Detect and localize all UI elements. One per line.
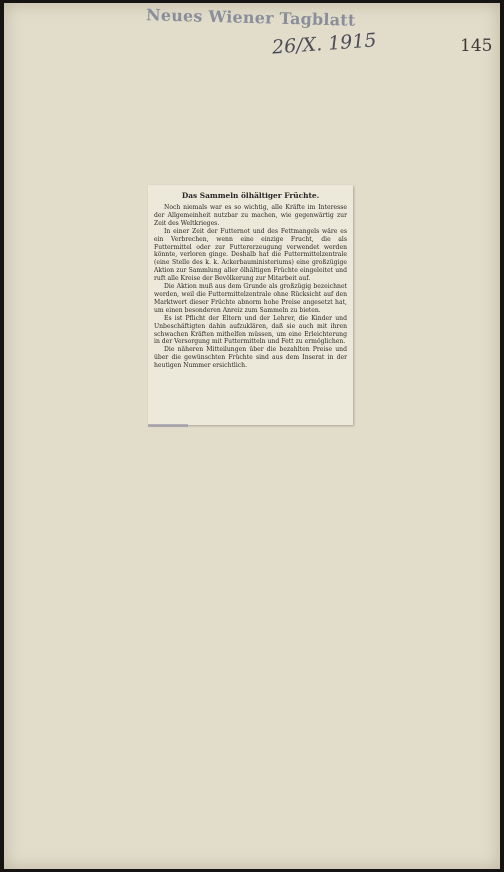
newspaper-clipping bbox=[148, 185, 353, 425]
page-number: 145 bbox=[460, 36, 493, 56]
clipping-paragraph: Noch niemals war es so wichtig, alle Kräfte im Interesse der Allgemeinheit nutzbar zu machen, wie gegenwärtig zur Zeit des Weltkrieges. bbox=[154, 204, 347, 227]
clipping-edge-mark bbox=[148, 424, 188, 427]
clipping-body bbox=[154, 191, 347, 370]
clipping-title: Das Sammeln ölhältiger Früchte. bbox=[181, 191, 320, 200]
archive-page bbox=[4, 3, 500, 869]
handwritten-date: 26/X. 1915 bbox=[271, 29, 378, 59]
clipping-paragraph: Die näheren Mitteilungen über die bezahlten Preise und über die gewünschten Früchte sind aus dem Inserat in der heutigen Nummer ersichtlich. bbox=[154, 346, 347, 370]
clipping-paragraph: Es ist Pflicht der Eltern und der Lehrer, die Kinder und Unbeschäftigten dahin aufzuklären, daß sie auch mit ihren schwachen Kräften mithelfen müssen, um eine Erleichterung in der Versorgung mit Futtermitteln und Fett zu ermöglichen. bbox=[154, 314, 347, 346]
clipping-paragraph: In einer Zeit der Futternot und des Fettmangels wäre es ein Verbrechen, wenn eine einzige Frucht, die als Futtermittel oder zur Futtererzeugung verwendet werden könnte, verloren ginge. Deshalb hat die Futtermittelzentrale (eine Stelle des k. k. Ackerbauministeriums) eine großzügige Aktion zur Sammlung aller ölhältigen Früchte eingeleitet und ruft alle Kreise der Bevölkerung zur Mitarbeit auf. bbox=[154, 227, 347, 283]
clipping-paragraph: Die Aktion muß aus dem Grunde als großzügig bezeichnet werden, weil die Futtermittelzentrale ohne Rücksicht auf den Marktwert dieser Früchte abnorm hohe Preise angesetzt hat, um einen besonderen Anreiz zum Sammeln zu bieten. bbox=[154, 283, 347, 314]
newspaper-stamp: Neues Wiener Tagblatt bbox=[145, 5, 356, 30]
